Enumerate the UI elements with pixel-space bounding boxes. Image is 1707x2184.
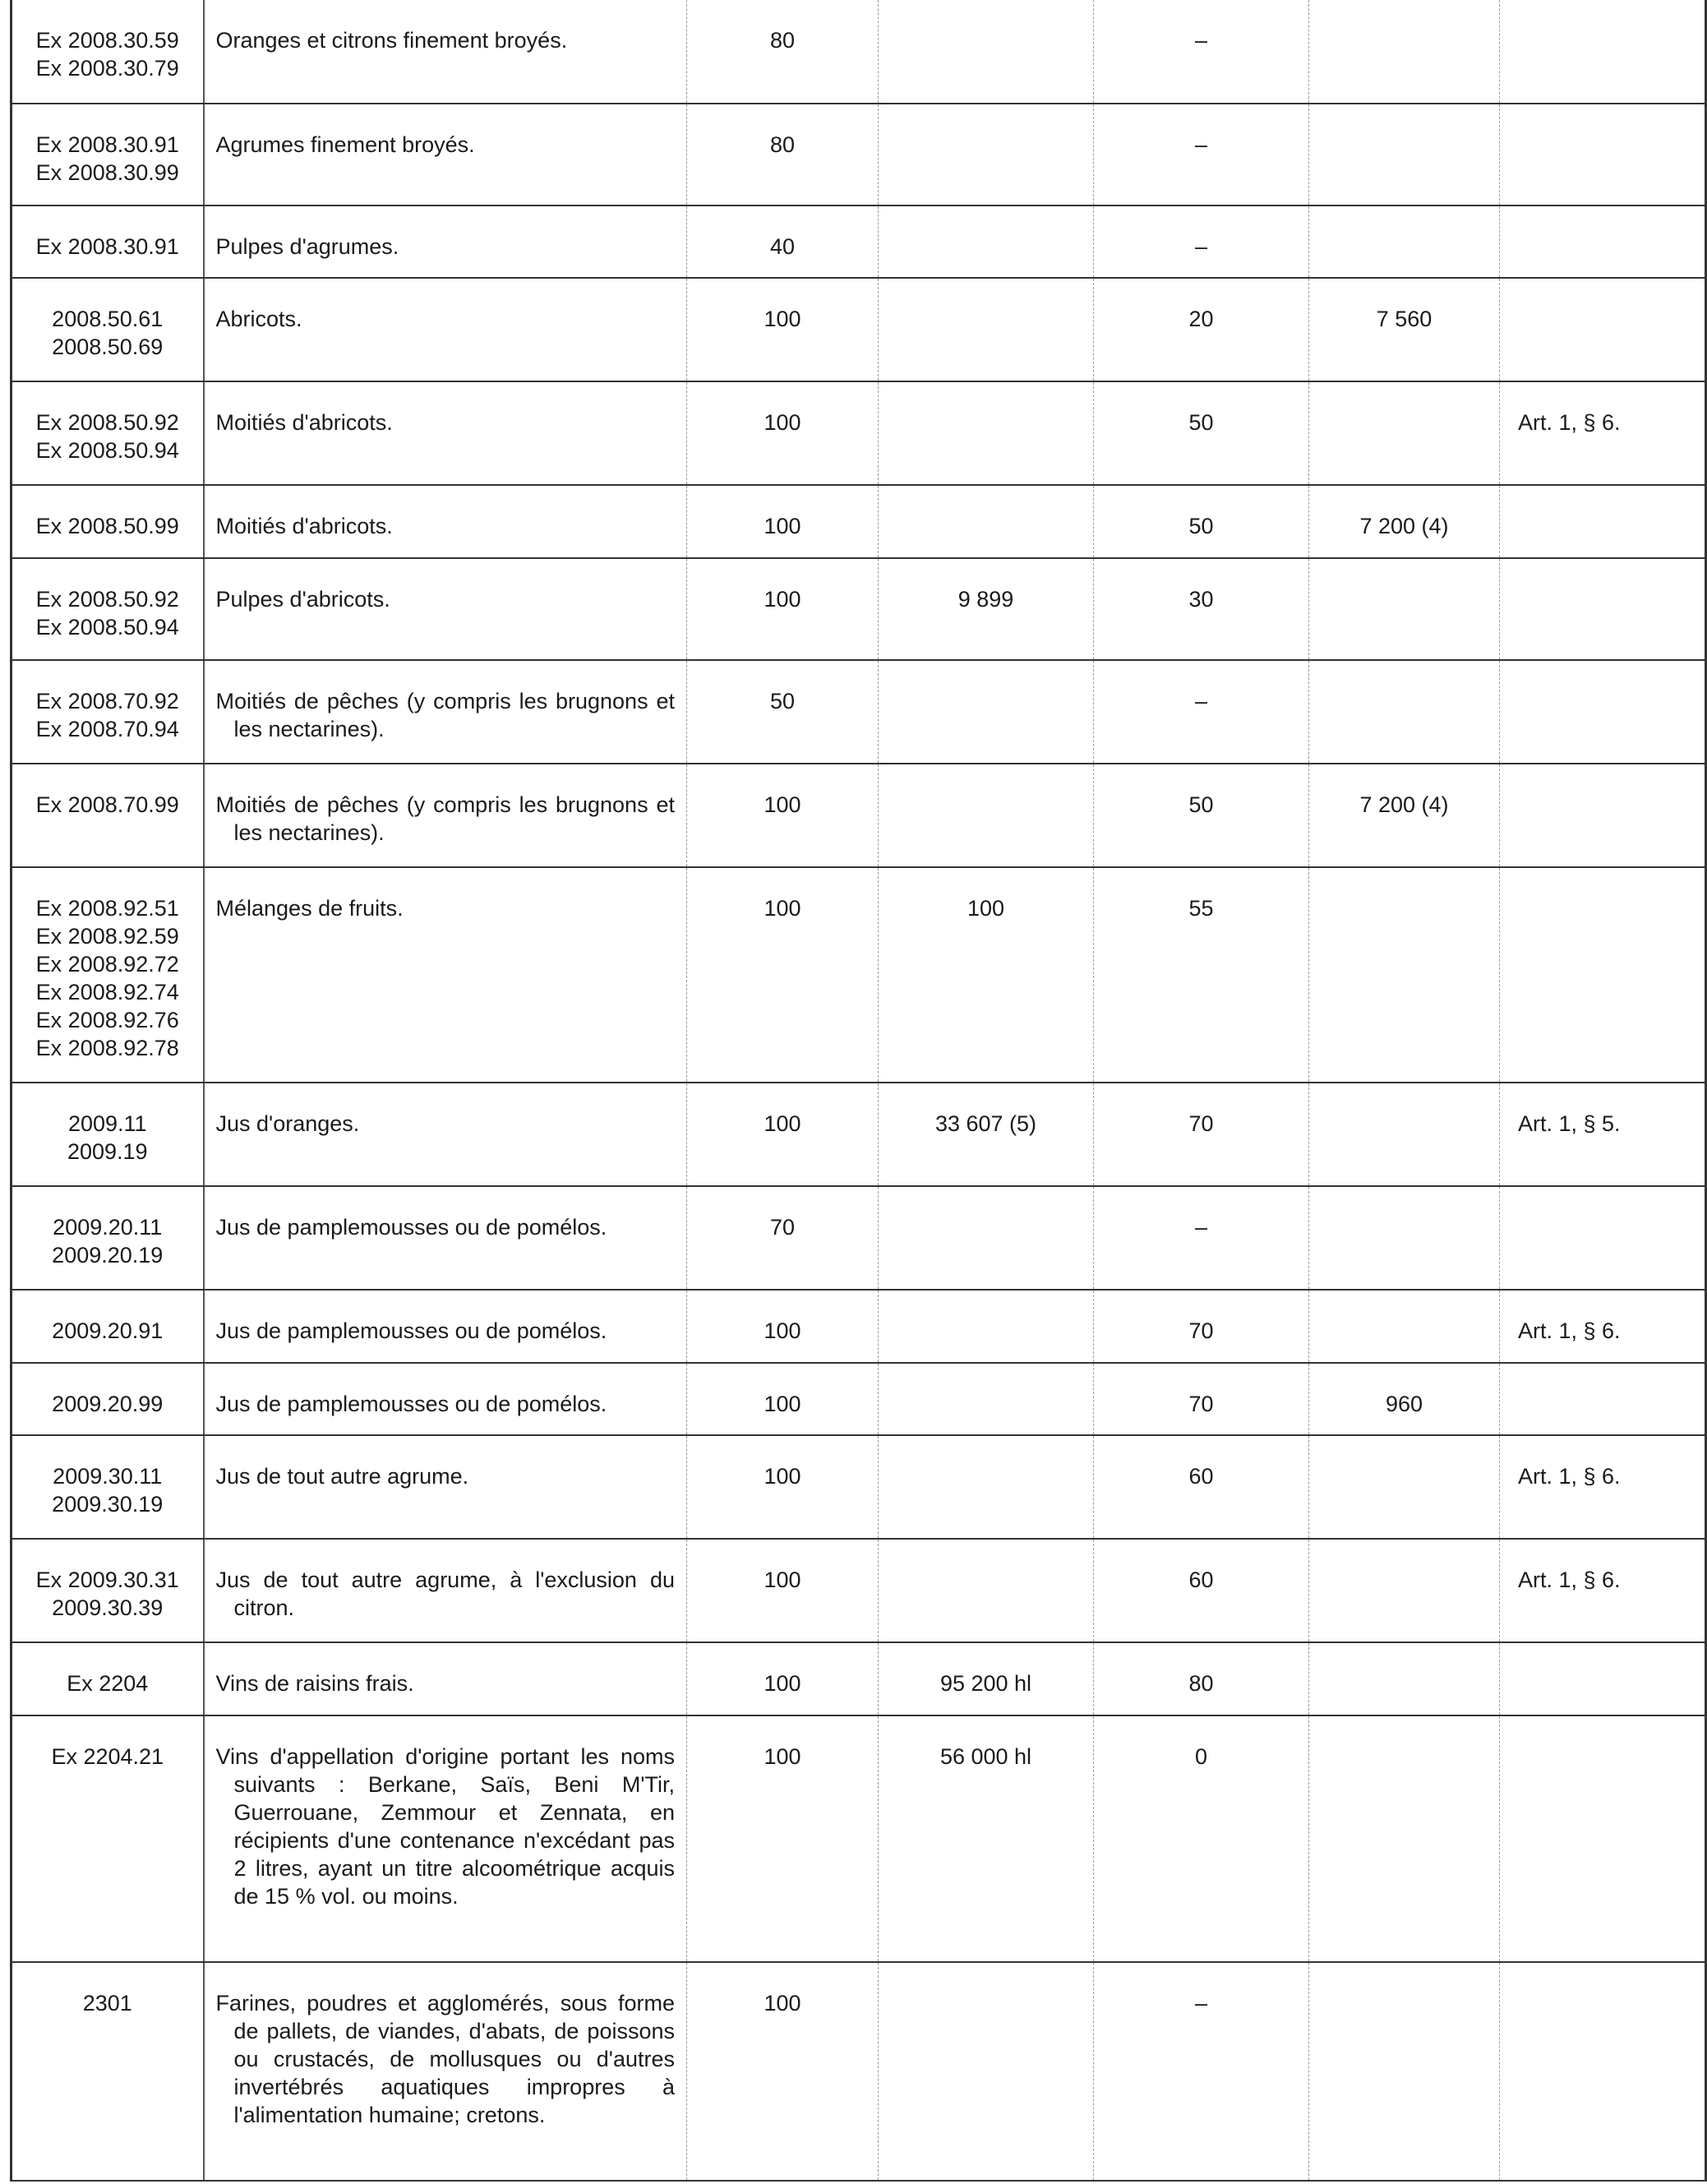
table-row xyxy=(12,1363,1706,1435)
note-cell: Art. 1, § 6. xyxy=(1500,1290,1706,1363)
description-cell xyxy=(204,1083,687,1186)
value-cell-col-5: 80 xyxy=(1094,1642,1309,1715)
value-cell-col-5: 60 xyxy=(1094,1539,1309,1642)
table-row xyxy=(12,278,1706,381)
value-cell-col-3: 100 xyxy=(687,1435,879,1539)
tariff-code: Ex 2008.30.99 xyxy=(35,160,179,185)
description-cell xyxy=(204,1186,687,1290)
tariff-codes-cell xyxy=(12,0,204,104)
tariff-code: Ex 2008.92.74 xyxy=(35,980,179,1004)
tariff-code: Ex 2008.30.91 xyxy=(35,234,179,259)
tariff-codes-cell xyxy=(12,104,204,205)
value-cell-col-5: 50 xyxy=(1094,381,1309,485)
description-cell xyxy=(204,1715,687,1962)
tariff-code: Ex 2008.92.51 xyxy=(35,896,179,921)
value-cell-col-5: 55 xyxy=(1094,867,1309,1083)
tariff-codes-cell xyxy=(12,1083,204,1186)
tariff-codes-cell xyxy=(12,1435,204,1539)
tariff-code: Ex 2008.50.94 xyxy=(35,438,179,463)
value-cell-col-5: – xyxy=(1094,1186,1309,1290)
description-cell xyxy=(204,1363,687,1435)
note-cell xyxy=(1500,205,1706,278)
table-row xyxy=(12,485,1706,558)
tariff-code: 2009.11 xyxy=(67,1111,147,1136)
value-cell-col-4: 100 xyxy=(879,867,1094,1083)
value-cell-col-6 xyxy=(1309,1962,1500,2181)
description-text: Pulpes d'agrumes. xyxy=(215,234,399,259)
table-row xyxy=(12,1642,1706,1715)
value-cell-col-4 xyxy=(879,1290,1094,1363)
description-cell xyxy=(204,1435,687,1539)
tariff-table xyxy=(10,0,1707,2182)
tariff-codes-cell xyxy=(12,660,204,764)
tariff-code: 2009.20.11 xyxy=(53,1215,163,1240)
value-cell-col-4: 9 899 xyxy=(879,558,1094,660)
value-cell-col-5: – xyxy=(1094,205,1309,278)
tariff-codes-cell xyxy=(12,485,204,558)
description-cell xyxy=(204,205,687,278)
description-text: Moitiés d'abricots. xyxy=(215,514,393,538)
description-cell xyxy=(204,0,687,104)
description-text: Jus de pamplemousses ou de pomélos. xyxy=(215,1318,607,1343)
value-cell-col-4 xyxy=(879,1539,1094,1642)
table-row xyxy=(12,660,1706,764)
value-cell-col-4 xyxy=(879,1363,1094,1435)
tariff-code: 2009.20.99 xyxy=(52,1392,164,1416)
table-row xyxy=(12,1715,1706,1962)
value-cell-col-5: 70 xyxy=(1094,1290,1309,1363)
table-row xyxy=(12,381,1706,485)
description-text: Pulpes d'abricots. xyxy=(215,587,390,612)
note-cell xyxy=(1500,660,1706,764)
value-cell-col-3: 100 xyxy=(687,558,879,660)
note-cell xyxy=(1500,1715,1706,1962)
value-cell-col-5: 70 xyxy=(1094,1083,1309,1186)
value-cell-col-3: 80 xyxy=(687,104,879,205)
tariff-codes-cell xyxy=(12,381,204,485)
description-cell xyxy=(204,381,687,485)
table-row xyxy=(12,867,1706,1083)
value-cell-col-6: 7 560 xyxy=(1309,278,1500,381)
tariff-codes-cell xyxy=(12,1715,204,1962)
table-row xyxy=(12,1083,1706,1186)
tariff-code: Ex 2008.30.79 xyxy=(35,56,179,81)
description-text: Mélanges de fruits. xyxy=(215,896,404,921)
description-cell xyxy=(204,485,687,558)
value-cell-col-3: 40 xyxy=(687,205,879,278)
value-cell-col-4 xyxy=(879,381,1094,485)
value-cell-col-6 xyxy=(1309,660,1500,764)
note-cell: Art. 1, § 5. xyxy=(1500,1083,1706,1186)
value-cell-col-4 xyxy=(879,1435,1094,1539)
value-cell-col-3: 100 xyxy=(687,1715,879,1962)
description-text: Jus d'oranges. xyxy=(215,1111,360,1136)
tariff-code: Ex 2008.50.99 xyxy=(35,514,179,538)
value-cell-col-5: – xyxy=(1094,104,1309,205)
tariff-code: Ex 2008.50.92 xyxy=(35,587,179,612)
value-cell-col-5: 60 xyxy=(1094,1435,1309,1539)
table-row xyxy=(12,205,1706,278)
value-cell-col-4 xyxy=(879,205,1094,278)
value-cell-col-5: – xyxy=(1094,660,1309,764)
description-text: Farines, poudres et agglomérés, sous forme de pallets, de viandes, d'abats, de poissons ou crustacés, de mollusques ou d'autres invertébrés aquatiques impropres à l'alimentation humaine; cretons. xyxy=(215,1991,675,2127)
note-cell xyxy=(1500,1642,1706,1715)
value-cell-col-6 xyxy=(1309,1290,1500,1363)
value-cell-col-6: 7 200 (4) xyxy=(1309,764,1500,867)
value-cell-col-6 xyxy=(1309,1186,1500,1290)
tariff-code: 2009.30.19 xyxy=(52,1492,164,1517)
tariff-code: Ex 2008.30.91 xyxy=(35,132,179,157)
tariff-code: Ex 2008.70.94 xyxy=(35,717,179,741)
value-cell-col-3: 100 xyxy=(687,867,879,1083)
note-cell xyxy=(1500,1363,1706,1435)
value-cell-col-3: 100 xyxy=(687,1290,879,1363)
table-row xyxy=(12,558,1706,660)
description-text: Oranges et citrons finement broyés. xyxy=(215,28,568,53)
value-cell-col-4 xyxy=(879,104,1094,205)
value-cell-col-5: 50 xyxy=(1094,764,1309,867)
note-cell xyxy=(1500,867,1706,1083)
tariff-codes-cell xyxy=(12,1186,204,1290)
tariff-code: Ex 2008.92.59 xyxy=(35,924,179,949)
value-cell-col-6: 7 200 (4) xyxy=(1309,485,1500,558)
description-text: Vins de raisins frais. xyxy=(215,1671,414,1696)
tariff-codes-cell xyxy=(12,278,204,381)
tariff-code: Ex 2008.92.72 xyxy=(35,952,179,977)
description-cell xyxy=(204,660,687,764)
note-cell: Art. 1, § 6. xyxy=(1500,1539,1706,1642)
tariff-codes-cell xyxy=(12,1290,204,1363)
description-cell xyxy=(204,764,687,867)
tariff-code: 2009.20.91 xyxy=(52,1318,164,1343)
value-cell-col-4 xyxy=(879,485,1094,558)
description-cell xyxy=(204,1642,687,1715)
description-text: Jus de pamplemousses ou de pomélos. xyxy=(215,1392,607,1416)
tariff-code: Ex 2009.30.31 xyxy=(35,1568,179,1592)
description-cell xyxy=(204,558,687,660)
value-cell-col-6 xyxy=(1309,1083,1500,1186)
table-row xyxy=(12,1290,1706,1363)
value-cell-col-4 xyxy=(879,1962,1094,2181)
note-cell xyxy=(1500,278,1706,381)
tariff-code: 2009.19 xyxy=(67,1139,148,1164)
value-cell-col-6 xyxy=(1309,0,1500,104)
description-text: Abricots. xyxy=(215,307,302,331)
description-text: Jus de tout autre agrume. xyxy=(215,1464,469,1489)
note-cell xyxy=(1500,0,1706,104)
tariff-codes-cell xyxy=(12,867,204,1083)
tariff-code: Ex 2008.70.92 xyxy=(35,689,179,713)
tariff-code: Ex 2204 xyxy=(67,1671,149,1696)
value-cell-col-6 xyxy=(1309,104,1500,205)
description-cell xyxy=(204,1290,687,1363)
description-cell xyxy=(204,1962,687,2181)
value-cell-col-4 xyxy=(879,660,1094,764)
tariff-codes-cell xyxy=(12,558,204,660)
note-cell xyxy=(1500,558,1706,660)
tariff-codes-cell xyxy=(12,205,204,278)
value-cell-col-3: 100 xyxy=(687,1539,879,1642)
value-cell-col-5: 0 xyxy=(1094,1715,1309,1962)
description-cell xyxy=(204,867,687,1083)
description-text: Agrumes finement broyés. xyxy=(215,132,475,157)
tariff-code: Ex 2008.50.92 xyxy=(35,410,179,435)
table-row xyxy=(12,764,1706,867)
note-cell xyxy=(1500,1186,1706,1290)
value-cell-col-6 xyxy=(1309,1715,1500,1962)
value-cell-col-4: 33 607 (5) xyxy=(879,1083,1094,1186)
tariff-code: 2009.30.11 xyxy=(53,1464,163,1489)
table-row xyxy=(12,0,1706,104)
value-cell-col-6 xyxy=(1309,1642,1500,1715)
table-row xyxy=(12,104,1706,205)
tariff-code: Ex 2008.50.94 xyxy=(35,615,179,640)
note-cell xyxy=(1500,104,1706,205)
value-cell-col-5: – xyxy=(1094,0,1309,104)
description-cell xyxy=(204,104,687,205)
value-cell-col-3: 100 xyxy=(687,764,879,867)
value-cell-col-3: 100 xyxy=(687,278,879,381)
value-cell-col-5: 70 xyxy=(1094,1363,1309,1435)
value-cell-col-6 xyxy=(1309,558,1500,660)
tariff-code: 2301 xyxy=(82,1991,132,2015)
value-cell-col-6 xyxy=(1309,205,1500,278)
value-cell-col-3: 70 xyxy=(687,1186,879,1290)
table-row xyxy=(12,1539,1706,1642)
value-cell-col-5: 50 xyxy=(1094,485,1309,558)
tariff-code: Ex 2204.21 xyxy=(51,1744,164,1769)
description-cell xyxy=(204,278,687,381)
note-cell: Art. 1, § 6. xyxy=(1500,1435,1706,1539)
value-cell-col-4 xyxy=(879,0,1094,104)
tariff-codes-cell xyxy=(12,1363,204,1435)
note-cell xyxy=(1500,485,1706,558)
value-cell-col-4 xyxy=(879,278,1094,381)
value-cell-col-4: 56 000 hl xyxy=(879,1715,1094,1962)
table-row xyxy=(12,1435,1706,1539)
value-cell-col-6 xyxy=(1309,1435,1500,1539)
tariff-code: 2008.50.69 xyxy=(52,335,164,359)
tariff-code: Ex 2008.30.59 xyxy=(35,28,179,53)
value-cell-col-5: 20 xyxy=(1094,278,1309,381)
tariff-code: Ex 2008.70.99 xyxy=(35,792,179,817)
description-text: Moitiés de pêches (y compris les brugnons et les nectarines). xyxy=(215,792,675,845)
tariff-code: Ex 2008.92.78 xyxy=(35,1036,179,1060)
value-cell-col-6 xyxy=(1309,381,1500,485)
table-row xyxy=(12,1962,1706,2181)
value-cell-col-4: 95 200 hl xyxy=(879,1642,1094,1715)
value-cell-col-6 xyxy=(1309,867,1500,1083)
tariff-code: 2009.30.39 xyxy=(52,1595,164,1620)
tariff-code: Ex 2008.92.76 xyxy=(35,1008,179,1032)
value-cell-col-3: 100 xyxy=(687,1363,879,1435)
value-cell-col-6 xyxy=(1309,1539,1500,1642)
note-cell xyxy=(1500,764,1706,867)
note-cell xyxy=(1500,1962,1706,2181)
value-cell-col-5: – xyxy=(1094,1962,1309,2181)
value-cell-col-6: 960 xyxy=(1309,1363,1500,1435)
description-cell xyxy=(204,1539,687,1642)
tariff-codes-cell xyxy=(12,764,204,867)
note-cell: Art. 1, § 6. xyxy=(1500,381,1706,485)
tariff-codes-cell xyxy=(12,1539,204,1642)
value-cell-col-3: 100 xyxy=(687,1962,879,2181)
value-cell-col-4 xyxy=(879,764,1094,867)
value-cell-col-4 xyxy=(879,1186,1094,1290)
tariff-codes-cell xyxy=(12,1642,204,1715)
value-cell-col-3: 100 xyxy=(687,485,879,558)
tariff-codes-cell xyxy=(12,1962,204,2181)
value-cell-col-3: 100 xyxy=(687,381,879,485)
tariff-code: 2008.50.61 xyxy=(52,307,164,331)
value-cell-col-5: 30 xyxy=(1094,558,1309,660)
tariff-code: 2009.20.19 xyxy=(52,1243,164,1267)
description-text: Vins d'appellation d'origine portant les noms suivants : Berkane, Saïs, Beni M'Tir, Guerrouane, Zemmour et Zennata, en récipients d'une contenance n'excédant pas 2 litres, ayant un titre alcoométrique acquis de 15 % vol. ou moins. xyxy=(215,1744,675,1909)
description-text: Jus de pamplemousses ou de pomélos. xyxy=(215,1215,607,1240)
description-text: Moitiés d'abricots. xyxy=(215,410,393,435)
description-text: Jus de tout autre agrume, à l'exclusion du citron. xyxy=(215,1568,675,1620)
value-cell-col-3: 100 xyxy=(687,1083,879,1186)
table-body xyxy=(12,0,1706,2181)
value-cell-col-3: 100 xyxy=(687,1642,879,1715)
table-row xyxy=(12,1186,1706,1290)
description-text: Moitiés de pêches (y compris les brugnons et les nectarines). xyxy=(215,689,675,741)
value-cell-col-3: 80 xyxy=(687,0,879,104)
value-cell-col-3: 50 xyxy=(687,660,879,764)
